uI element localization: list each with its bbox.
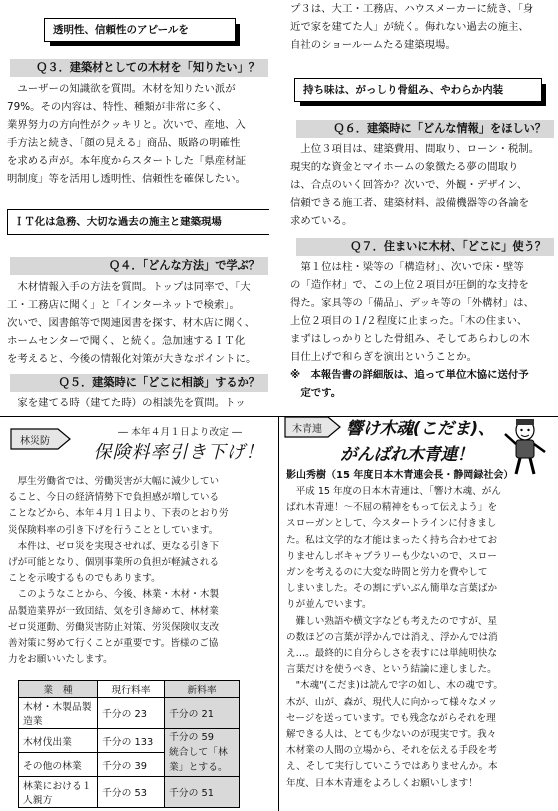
q6-line: 現実的な資金とマイホームの象徴たる夢の間取り [290,161,519,173]
seinen-line: "木魂"(こだま)は読んで字の如し、木の魂です。 [286,680,504,692]
seinen-line: 平成 15 年度の日本木青連は、「響け木魂、がん [286,486,501,497]
q4-line: 工・工務店に聞く」と「インターネットで検索」。 [7,299,240,311]
q7-line: 上位２項目の１/２程度に止まった。「木の住まい、 [290,315,528,327]
insurance-tag-label: 林災防 [20,436,50,447]
seinen-line: 解できる人は、とても少ないのが現実です。我々 [286,729,497,741]
q7-title-bar: Ｑ７．住まいに木材、「どこに」使う？ [296,238,554,256]
seinen-line: え…。最終的に自分らしさを表すには単純明快な [286,648,498,660]
q5-title-bar: Ｑ５．建築時に「どこに相談」するか？ [10,374,268,392]
q6-line: は、合点のいく回答か？次いで、外観・デザイン、 [290,179,528,191]
col-header-new: 新料率 [165,681,240,698]
q4-line: 次いで、図書館等で関連図書を探す、材木店に聞く、 [7,317,256,329]
q7-line: まずはしっかりとした骨組み、そしてあらわしの木 [290,333,530,345]
q4-line: を考えると、今後の情報化対策が大きなポイントに。 [7,353,257,365]
seinen-line: りませんしボキャブラリーも少ないので、スロー [286,550,497,562]
table-row [19,729,240,753]
seinen-line: 難しい熟語や横文字なども考えたのですが、星 [286,615,498,627]
right-top-line: 自社のショールームたる建築現場。 [290,39,456,51]
insurance-line: 善対策に努めて行くことが重要です。皆様のご協 [8,638,219,650]
cell-new-note: 統合して「林業」とする。 [169,747,228,773]
q3-line: 業界努力の方向性がクッキリと。次いで、産地、入 [7,119,246,131]
q6-line: 上位３項目は、建築費用、間取り、ローン・税制。 [290,143,540,155]
insurance-line: このようなことから、今後、林業・木材・木製 [8,589,220,601]
q6-line: 信頼できる施工者、建築材料、設備機器等の各論を [290,197,529,209]
seinen-line: た。私は文学的な才能はまったく持ち合わせてお [286,534,498,546]
q3-body [7,80,271,188]
insurance-tag [10,428,72,450]
q7-line: 第１位は柱・梁等の「構造材」、次いで床・壁等 [290,261,524,273]
insurance-subtitle: ― 本年４月１日より改定 ― [118,427,242,438]
q3-line: 手方法と続き、「顔の見える」商品、販路の明確性 [7,137,241,149]
q3-line: を求める声が。本年度からスタートした「県産材証 [7,155,246,167]
col-header-industry: 業 種 [19,681,98,698]
report-note-cont: 定です。 [290,387,342,399]
cell-current: 千分の 23 [98,698,165,729]
seinen-line: しまいました。その割にずいぶん簡単な言葉ばか [286,583,498,595]
insurance-line: 力をお願いいたします。 [8,654,113,666]
cell-current: 千分の 133 [98,729,165,753]
q3-line: ユーザーの知識欲を質問。木材を知りたい派が [7,83,236,95]
report-note: ※ 本報告書の詳細版は、追って単位木協に送付予 [290,369,529,381]
q4-line: ホームセンターで聞く、と続く。急加速するＩＴ化 [7,335,246,347]
rate-table-wrap [18,680,240,808]
seinen-line: え、そして実行していこうではありませんか。本 [286,761,498,773]
q4-title-bar: Ｑ４．「どんな方法」で学ぶ？ [10,257,268,275]
q3-line: 79%。その内容は、特性、種類が非常に多く、 [7,101,228,113]
cell-industry: その他の林業 [19,753,98,777]
seinen-line: ばれ木青連！〜不屈の精神をもって伝えよう」を [286,502,498,514]
rate-table [18,680,240,808]
q6-body [290,140,556,230]
heading-it: ＩＴ化は急務、大切な過去の施主と建築現場 [7,209,269,235]
seinen-line: の数ほどの言葉が浮かんでは消え、浮かんでは消 [286,631,498,643]
q3-title-bar: Ｑ３．建築材としての木材を「知りたい」？ [10,59,268,77]
q6-title-bar: Ｑ６．建築時に「どんな情報」をほしい？ [296,120,554,138]
cell-current: 千分の 53 [98,777,165,808]
seinen-author: 影山秀樹（15 年度日本木青連会長・静岡録社会） [286,470,514,481]
cell-new-merged [165,729,240,777]
seinen-line: 木材業の人間の立場から、それを伝える手段を考 [286,745,498,757]
q7-body [290,258,556,402]
seinen-title-line1: 響け木魂(こだま)、 [346,419,495,439]
cell-industry: 林業における１人親方 [19,777,98,808]
table-row [19,777,240,808]
insurance-line: 本件は、ゼロ災を実現させれば、更なる引き下 [8,540,220,552]
q4-line: 木材情報入手の方法を質問。トップは同率で、「大 [7,281,251,293]
seinen-body [286,484,556,792]
cell-new: 千分の 59 [169,732,214,743]
seinen-line: ガンを考えるのに大変な時間と労力を費やして [286,567,488,579]
seinen-line: りが並んでいます。 [286,599,372,611]
heading-taste: 持ち味は、がっしり骨組み、やわらか内装 [294,78,542,102]
q4-body [7,278,271,368]
table-row [19,698,240,729]
q7-line: 得た。家具等の「備品」、デッキ等の「外構材」は、 [290,297,534,309]
insurance-body [8,474,276,668]
q3-line: 明制度」等を活用し透明性、信頼性を確保したい。 [7,173,246,185]
insurance-line: ことなどから、本年４月１日より、下表のとおり労 [8,508,229,520]
seinen-line: セージを送っています。でも残念ながらそれを理 [286,712,496,724]
insurance-line: げが可能となり、個別事業所の負担が軽減される [8,557,220,569]
q7-line: 目仕上げで和らぎを演出ということか。 [290,351,478,363]
right-top-line: 近で家を建てた人」が続く。侮れない過去の施主、 [290,21,529,33]
cell-current: 千分の 39 [98,753,165,777]
cell-industry: 木材伐出業 [19,729,98,753]
insurance-line: ゼロ災運動、労働災害防止対策、労災保険収支改 [8,621,220,633]
right-top-line: プ３は、大工・工務店、ハウスメーカーに続き、「身 [290,3,534,15]
insurance-line: 品製造業界が一致団結、気を引き締めて、林材業 [8,605,219,617]
insurance-line: ること、今日の経済情勢下で負担感が増している [8,492,220,504]
seinen-tag [284,416,342,438]
insurance-title: 保険料率引き下げ！ [93,442,265,463]
q7-line: の「造作材」で、この上位２項目が圧倒的な支持を [290,279,529,291]
q5-body [7,394,271,412]
seinen-tag-label: 木青連 [292,424,322,435]
q5-line: 家を建てる時（建てた時）の相談先を質問。トッ [7,397,246,409]
seinen-line: 言葉だけを使うべき、という結論に達しました。 [286,664,497,676]
seinen-title-line2: がんばれ木青連！ [340,445,474,465]
cell-new: 千分の 21 [165,698,240,729]
insurance-line: 災保険料率の引き下げを行うこととしています。 [8,524,219,536]
col-header-current: 現行料率 [98,681,165,698]
column-divider [278,416,279,811]
right-top-body [290,0,556,54]
seinen-line: スローガンとして、今スタートラインに付きまし [286,518,497,530]
heading-transparency: 透明性、信頼性のアピールを [44,18,236,42]
seinen-line: 年度、日本木青連をよろしくお願いします！ [286,777,478,789]
cell-new: 千分の 51 [165,777,240,808]
cell-industry: 木材・木製品製造業 [19,698,98,729]
seinen-line: 木が、山が、森が、現代人に向かって様々なメッ [286,696,498,708]
insurance-line: ことを示唆するものでもあります。 [8,573,161,585]
q6-line: 求めている。 [290,215,353,227]
insurance-line: 厚生労働省では、労働災害が大幅に減少してい [8,476,220,487]
table-header-row [19,681,240,698]
